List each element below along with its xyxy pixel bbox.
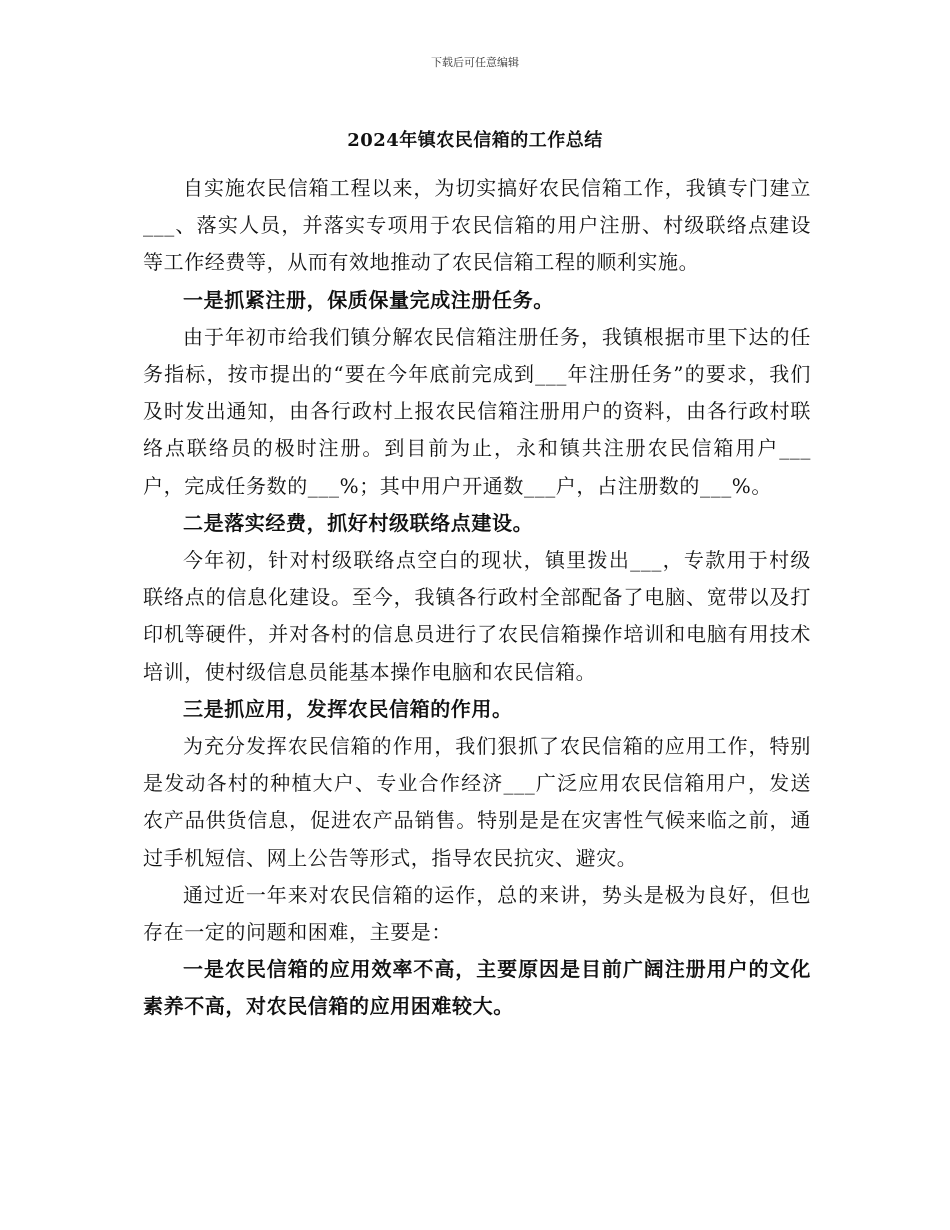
paragraph-registration: 由于年初市给我们镇分解农民信箱注册任务，我镇根据市里下达的任务指标，按市提出的“要在今年底前完成到___年注册任务”的要求，我们及时发出通知，由各行政村上报农民信箱注册用户的资料，由各行政村联络点联络员的极时注册。到目前为止，永和镇共注册农民信箱用户___户，完成任务数的___%；其中用户开通数___户，占注册数的___%。 [143, 324, 811, 498]
paragraph-summary: 通过近一年来对农民信箱的运作，总的来讲，势头是极为良好，但也存在一定的问题和困难，主要是： [143, 882, 811, 945]
header-note: 下载后可任意编辑 [431, 56, 519, 69]
paragraph-application: 为充分发挥农民信箱的作用，我们狠抓了农民信箱的应用工作，特别是发动各村的种植大户、专业合作经济___广泛应用农民信箱用户，发送农产品供货信息，促进农产品销售。特别是是在灾害性气候来临之前，通过手机短信、网上公告等形式，指导农民抗灾、避灾。 [143, 734, 811, 870]
document-title: 2024年镇农民信箱的工作总结 [347, 130, 603, 151]
paragraph-heading-3: 三是抓应用，发挥农民信箱的作用。 [183, 696, 513, 721]
document-body [143, 170, 811, 1026]
paragraph-heading-2: 二是落实经费，抓好村级联络点建设。 [183, 510, 534, 535]
paragraph-problem-1: 一是农民信箱的应用效率不高，主要原因是目前广阔注册用户的文化素养不高，对农民信箱的应用困难较大。 [143, 957, 811, 1019]
paragraph-heading-1: 一是抓紧注册，保质保量完成注册任务。 [183, 287, 554, 312]
paragraph-intro: 自实施农民信箱工程以来，为切实搞好农民信箱工作，我镇专门建立___、落实人员，并落实专项用于农民信箱的用户注册、村级联络点建设等工作经费等，从而有效地推动了农民信箱工程的顺利实施。 [143, 176, 811, 275]
paragraph-funding: 今年初，针对村级联络点空白的现状，镇里拨出___，专款用于村级联络点的信息化建设。至今，我镇各行政村全部配备了电脑、宽带以及打印机等硬件，并对各村的信息员进行了农民信箱操作培训和电脑有用技术培训，使村级信息员能基本操作电脑和农民信箱。 [143, 548, 811, 684]
